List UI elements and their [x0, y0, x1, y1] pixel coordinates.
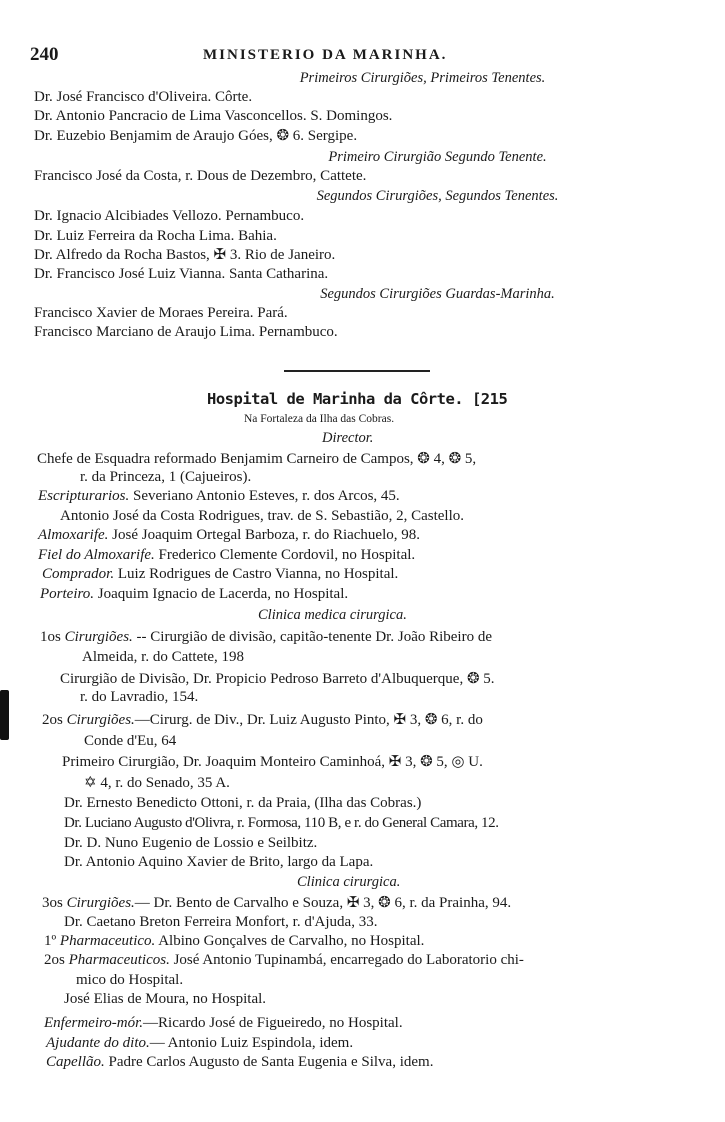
entry-number: 3os	[42, 895, 67, 911]
entry: r. da Princeza, 1 (Cajueiros).	[80, 469, 252, 485]
entry-number: 2os	[44, 952, 69, 968]
section-heading: Primeiros Cirurgiões, Primeiros Tenentes.	[299, 70, 546, 86]
entry-text: José Antonio Tupinambá, encarregado do Laboratorio chi-	[169, 952, 524, 968]
entry: Dr. Ernesto Benedicto Ottoni, r. da Praia, (Ilha das Cobras.)	[64, 795, 422, 811]
entry-text: Padre Carlos Augusto de Santa Eugenia e Silva, idem.	[104, 1054, 434, 1070]
entry-text: —Ricardo José de Figueiredo, no Hospital.	[143, 1015, 403, 1031]
entry: Conde d'Eu, 64	[84, 733, 177, 749]
entry: Francisco Xavier de Moraes Pereira. Pará.	[34, 305, 288, 321]
entry	[44, 951, 524, 969]
entry-text: — Dr. Bento de Carvalho e Souza, ✠ 3, ❂ 6, r. da Prainha, 94.	[134, 895, 512, 911]
entry-text: Frederico Clemente Cordovil, no Hospital.	[154, 547, 416, 563]
entry: r. do Lavradio, 154.	[80, 689, 199, 705]
entry-text: Albino Gonçalves de Carvalho, no Hospital.	[155, 933, 425, 949]
entry	[42, 565, 398, 583]
entry-number: 1º	[44, 933, 60, 949]
entry	[46, 1053, 433, 1071]
entry-label: Cirurgiões.	[64, 629, 133, 645]
entry: Chefe de Esquadra reformado Benjamim Carneiro de Campos, ❂ 4, ❂ 5,	[37, 451, 477, 467]
entry-text: —Cirurg. de Div., Dr. Luiz Augusto Pinto, ✠ 3, ❂ 6, r. do	[134, 712, 483, 728]
entry-text: Luiz Rodrigues de Castro Vianna, no Hospital.	[114, 566, 399, 582]
entry-label: Cirurgiões.	[66, 712, 135, 728]
section-heading: Clinica cirurgica.	[297, 874, 401, 890]
entry-label: Capellão.	[46, 1054, 105, 1070]
entry: Almeida, r. do Cattete, 198	[82, 649, 245, 665]
entry-text: — Antonio Luiz Espindola, idem.	[149, 1035, 354, 1051]
entry	[42, 711, 483, 729]
entry-label: Escripturarios.	[38, 488, 130, 504]
entry-label: Pharmaceutico.	[59, 933, 156, 949]
entry-text: José Joaquim Ortegal Barboza, r. do Riachuelo, 98.	[108, 527, 421, 543]
section-divider	[284, 370, 430, 372]
section-heading: Segundos Cirurgiões, Segundos Tenentes.	[316, 188, 559, 204]
entry	[44, 932, 424, 950]
section-heading: Segundos Cirurgiões Guardas-Marinha.	[320, 286, 555, 302]
entry: Dr. Caetano Breton Ferreira Monfort, r. d'Ajuda, 33.	[64, 914, 378, 930]
entry-text: Joaquim Ignacio de Lacerda, no Hospital.	[94, 586, 349, 602]
entry-number: 2os	[42, 712, 67, 728]
section-heading: Clinica medica cirurgica.	[258, 607, 407, 623]
entry-text: -- Cirurgião de divisão, capitão-tenente Dr. João Ribeiro de	[132, 629, 492, 645]
ink-blot	[0, 690, 9, 740]
entry-label: Enfermeiro-mór.	[44, 1015, 144, 1031]
entry: Antonio José da Costa Rodrigues, trav. de S. Sebastião, 2, Castello.	[60, 508, 464, 524]
entry: José Elias de Moura, no Hospital.	[64, 991, 267, 1007]
entry: Dr. José Francisco d'Oliveira. Côrte.	[34, 89, 253, 105]
hospital-subtitle: Na Fortaleza da Ilha das Cobras.	[244, 413, 395, 425]
entry: Francisco Marciano de Araujo Lima. Pernambuco.	[34, 324, 338, 340]
entry-label: Comprador.	[42, 566, 115, 582]
entry-label: Almoxarife.	[38, 527, 109, 543]
entry: ✡ 4, r. do Senado, 35 A.	[84, 775, 230, 791]
entry	[38, 526, 420, 544]
entry	[40, 585, 348, 603]
entry: Dr. Antonio Aquino Xavier de Brito, largo da Lapa.	[64, 854, 374, 870]
entry: Primeiro Cirurgião, Dr. Joaquim Monteiro Caminhoá, ✠ 3, ❂ 5, ◎ U.	[62, 754, 483, 770]
page-title: MINISTERIO DA MARINHA.	[203, 47, 448, 63]
entry-number: 1os	[40, 629, 65, 645]
entry: Dr. Euzebio Benjamim de Araujo Góes, ❂ 6. Sergipe.	[34, 128, 358, 144]
page-number: 240	[30, 44, 59, 65]
entry: Cirurgião de Divisão, Dr. Propicio Pedroso Barreto d'Albuquerque, ❂ 5.	[60, 671, 495, 687]
entry	[46, 1034, 353, 1052]
entry: mico do Hospital.	[76, 972, 184, 988]
entry-label: Cirurgiões.	[66, 895, 135, 911]
section-heading: Director.	[322, 430, 374, 446]
section-heading: Primeiro Cirurgião Segundo Tenente.	[328, 149, 547, 165]
entry-label: Pharmaceuticos.	[68, 952, 170, 968]
entry: Dr. Luiz Ferreira da Rocha Lima. Bahia.	[34, 228, 277, 244]
hospital-title: Hospital de Marinha da Côrte. [215	[207, 390, 508, 408]
entry: Dr. Luciano Augusto d'Olivra, r. Formosa, 110 B, e r. do General Camara, 12.	[64, 815, 499, 831]
entry	[42, 894, 511, 912]
entry: Dr. Francisco José Luiz Vianna. Santa Catharina.	[34, 266, 329, 282]
entry	[38, 487, 400, 505]
entry-text: Severiano Antonio Esteves, r. dos Arcos, 45.	[129, 488, 400, 504]
entry-label: Porteiro.	[40, 586, 95, 602]
entry-label: Fiel do Almoxarife.	[38, 547, 155, 563]
entry	[44, 1014, 403, 1032]
entry: Dr. Ignacio Alcibiades Vellozo. Pernambuco.	[34, 208, 305, 224]
entry-label: Ajudante do dito.	[46, 1035, 150, 1051]
entry: Dr. Alfredo da Rocha Bastos, ✠ 3. Rio de Janeiro.	[34, 247, 336, 263]
entry: Dr. Antonio Pancracio de Lima Vasconcellos. S. Domingos.	[34, 108, 393, 124]
entry	[40, 628, 492, 646]
entry: Francisco José da Costa, r. Dous de Dezembro, Cattete.	[34, 168, 367, 184]
entry: Dr. D. Nuno Eugenio de Lossio e Seilbitz.	[64, 835, 318, 851]
entry	[38, 546, 415, 564]
